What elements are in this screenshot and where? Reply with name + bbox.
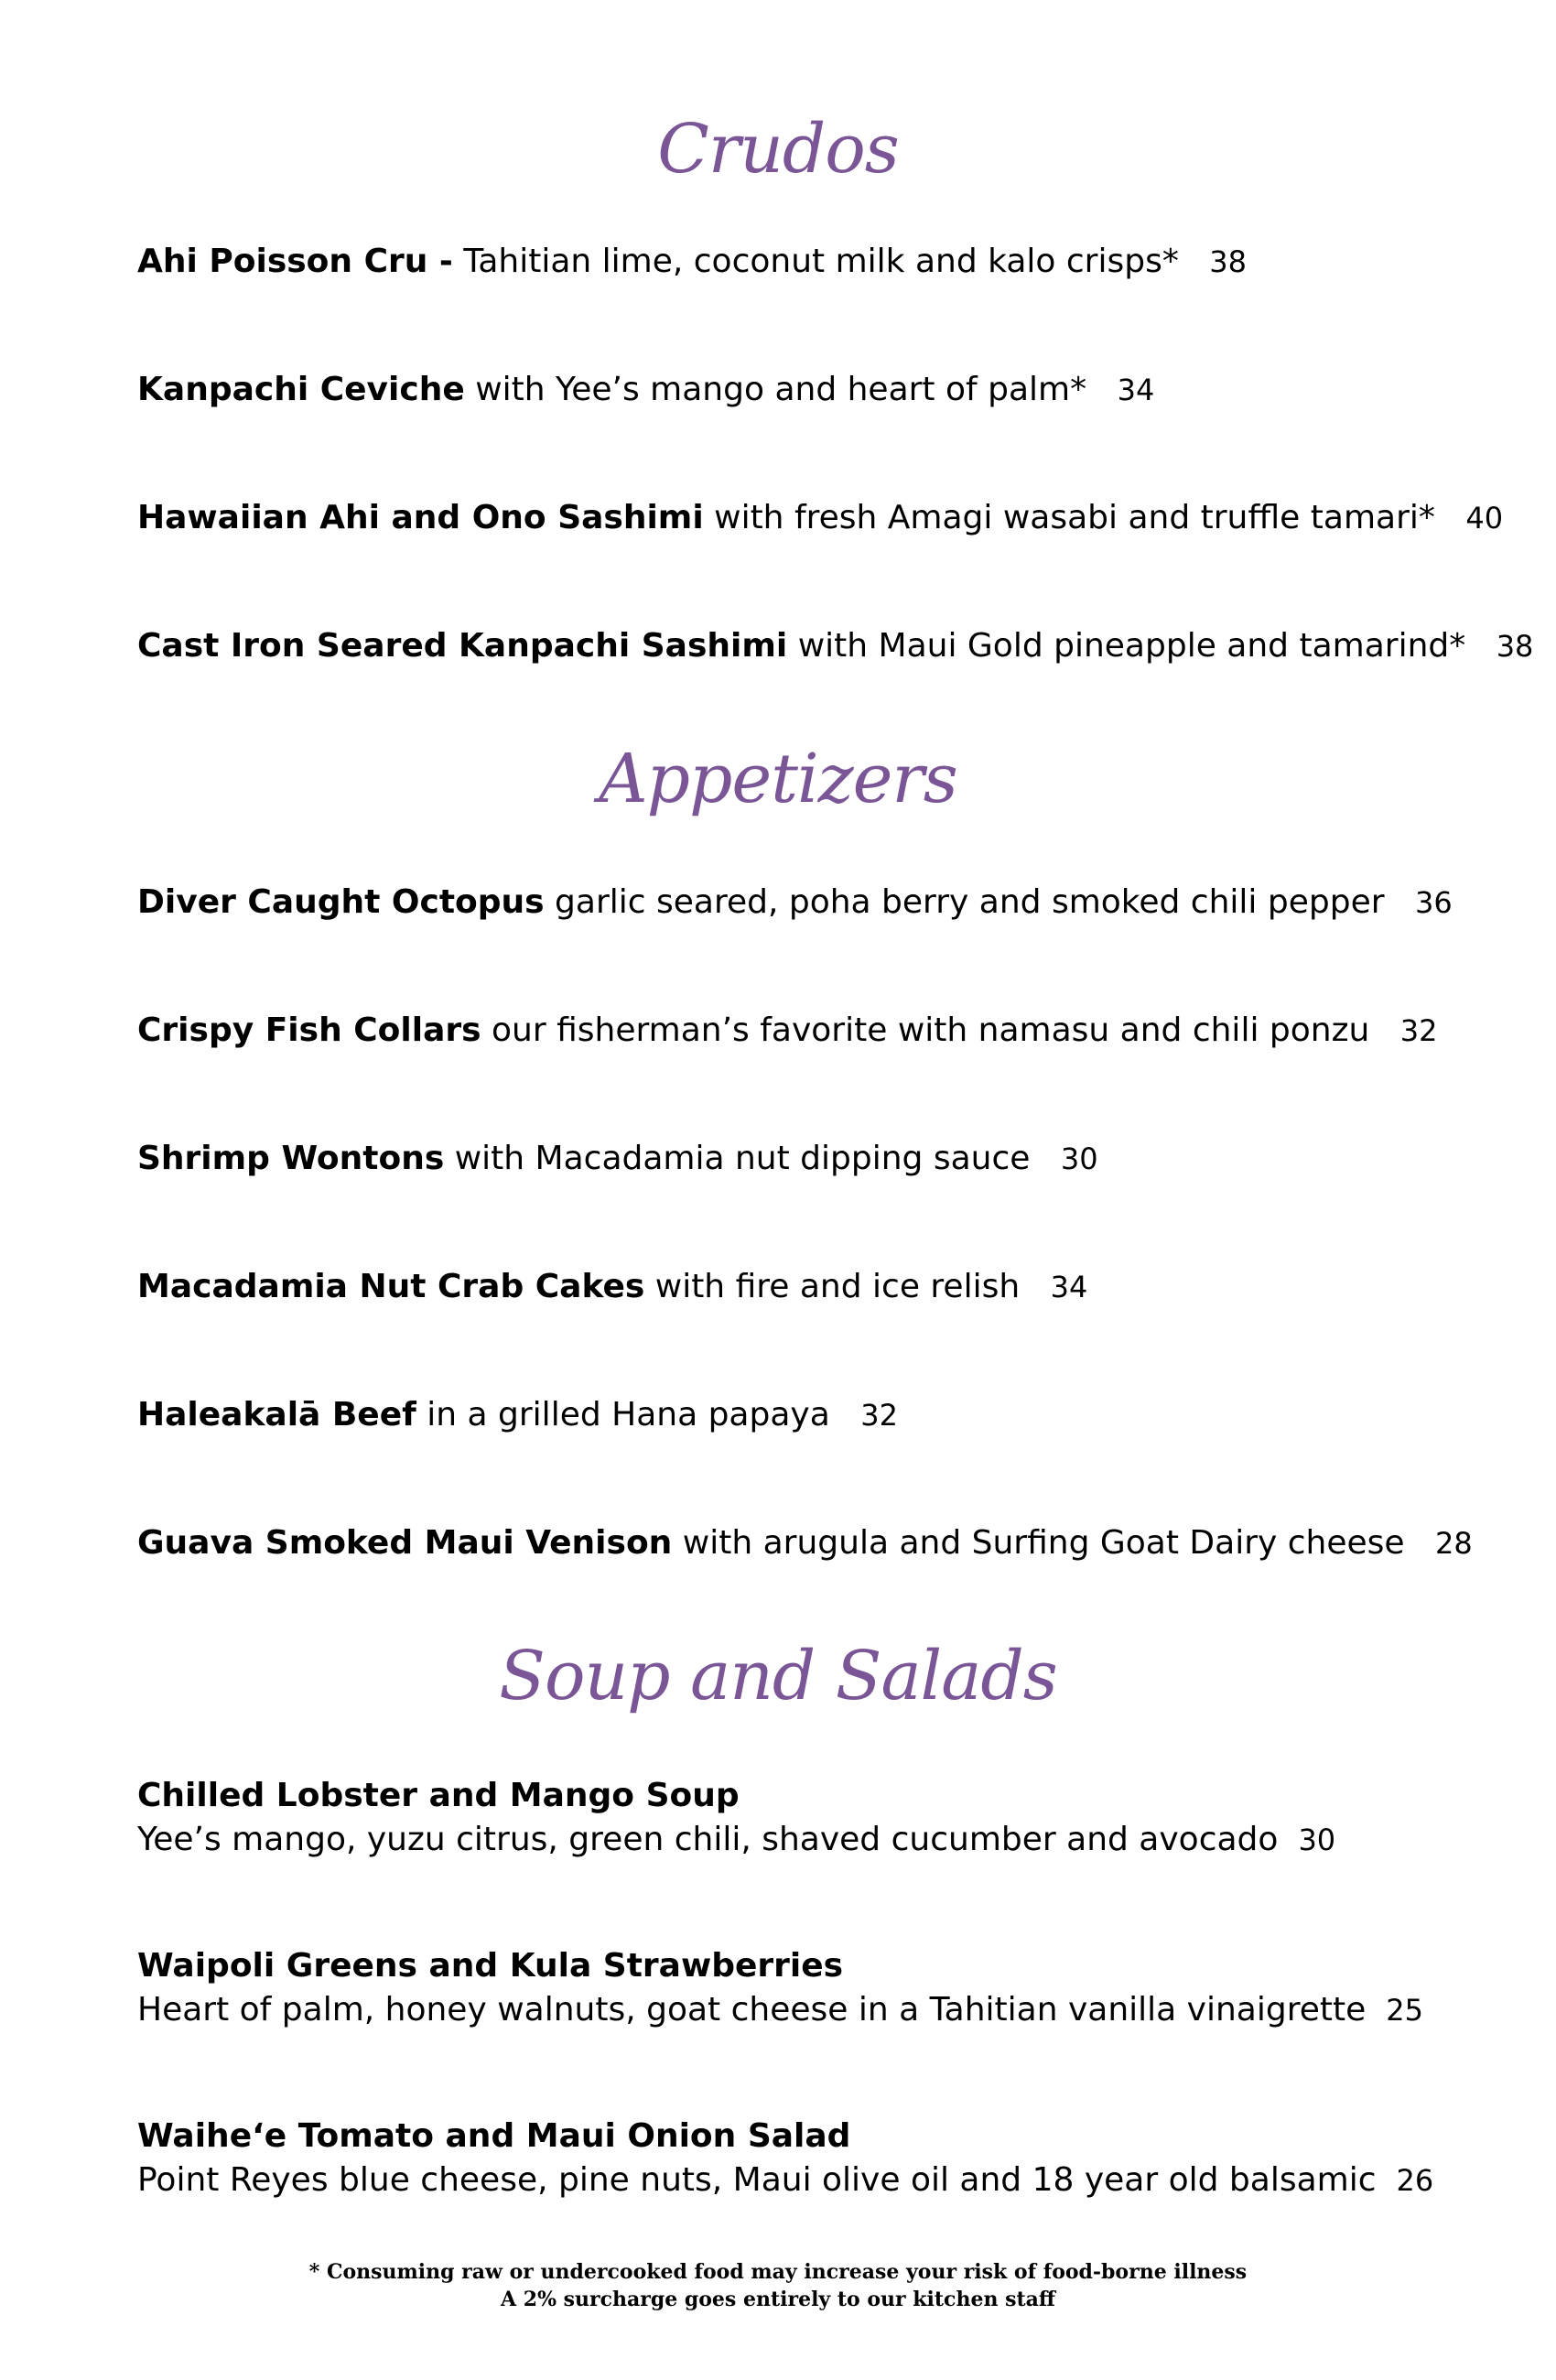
menu-item xyxy=(137,1521,1474,1565)
item-name: Shrimp Wontons xyxy=(137,1140,445,1177)
item-price: 30 xyxy=(1060,1141,1098,1176)
menu-item xyxy=(137,1137,1474,1181)
item-name: Guava Smoked Maui Venison xyxy=(137,1524,673,1562)
item-description: in a grilled Hana papaya xyxy=(427,1396,830,1433)
item-name: Haleakalā Beef xyxy=(137,1396,416,1433)
item-description: Tahitian lime, coconut milk and kalo crisps* xyxy=(463,243,1179,280)
footer-notes xyxy=(0,2258,1556,2313)
menu-item xyxy=(137,2115,1474,2202)
surcharge-note: A 2% surcharge goes entirely to our kitchen staff xyxy=(501,2288,1055,2311)
item-description: Heart of palm, honey walnuts, goat cheese in a Tahitian vanilla vinaigrette xyxy=(137,1991,1367,2028)
item-price: 38 xyxy=(1209,244,1248,279)
item-name: Ahi Poisson Cru - xyxy=(137,243,453,280)
item-price: 25 xyxy=(1386,1993,1423,2028)
item-name: Waihe‘e Tomato and Maui Onion Salad xyxy=(137,2117,851,2155)
item-description: with Yee’s mango and heart of palm* xyxy=(475,371,1087,408)
item-price: 30 xyxy=(1298,1823,1336,1857)
item-price: 34 xyxy=(1117,373,1155,407)
menu-item xyxy=(137,240,1474,284)
item-name: Macadamia Nut Crab Cakes xyxy=(137,1268,645,1305)
item-description: with arugula and Surfing Goat Dairy cheese xyxy=(682,1524,1405,1562)
raw-food-warning: * Consuming raw or undercooked food may increase your risk of food-borne illness xyxy=(308,2260,1248,2284)
menu-item xyxy=(137,624,1534,668)
item-name: Waipoli Greens and Kula Strawberries xyxy=(137,1947,844,1985)
menu-item xyxy=(137,496,1504,540)
menu-item xyxy=(137,881,1474,925)
section-title-soup-and-salads: Soup and Salads xyxy=(499,1637,1057,1715)
item-description: with Macadamia nut dipping sauce xyxy=(454,1140,1031,1177)
menu-item xyxy=(137,1944,1474,2032)
menu-item xyxy=(137,1393,1474,1437)
item-price: 38 xyxy=(1496,629,1534,664)
item-description: with fresh Amagi wasabi and truffle tamari* xyxy=(714,499,1435,536)
item-price: 32 xyxy=(860,1398,898,1433)
item-description: garlic seared, poha berry and smoked chili pepper xyxy=(555,883,1385,921)
item-price: 32 xyxy=(1399,1013,1438,1048)
item-name: Hawaiian Ahi and Ono Sashimi xyxy=(137,499,704,536)
menu-item xyxy=(137,1265,1474,1309)
section-title-appetizers: Appetizers xyxy=(599,740,957,818)
menu-item xyxy=(137,1009,1474,1053)
menu-item xyxy=(137,1774,1474,1862)
item-description: Yee’s mango, yuzu citrus, green chili, shaved cucumber and avocado xyxy=(137,1821,1279,1858)
menu-item xyxy=(137,368,1474,412)
item-price: 36 xyxy=(1414,885,1453,920)
section-title-crudos: Crudos xyxy=(657,110,899,189)
item-name: Cast Iron Seared Kanpachi Sashimi xyxy=(137,627,788,665)
item-description: with fire and ice relish xyxy=(654,1268,1021,1305)
item-name: Chilled Lobster and Mango Soup xyxy=(137,1777,740,1814)
item-name: Diver Caught Octopus xyxy=(137,883,545,921)
item-description: Point Reyes blue cheese, pine nuts, Maui olive oil and 18 year old balsamic xyxy=(137,2161,1377,2199)
item-name: Kanpachi Ceviche xyxy=(137,371,465,408)
item-price: 28 xyxy=(1435,1526,1473,1561)
item-description: with Maui Gold pineapple and tamarind* xyxy=(797,627,1466,665)
item-price: 40 xyxy=(1465,501,1504,536)
item-price: 34 xyxy=(1050,1270,1088,1304)
item-price: 26 xyxy=(1396,2163,1434,2198)
item-name: Crispy Fish Collars xyxy=(137,1012,481,1049)
item-description: our fisherman’s favorite with namasu and chili ponzu xyxy=(492,1012,1370,1049)
